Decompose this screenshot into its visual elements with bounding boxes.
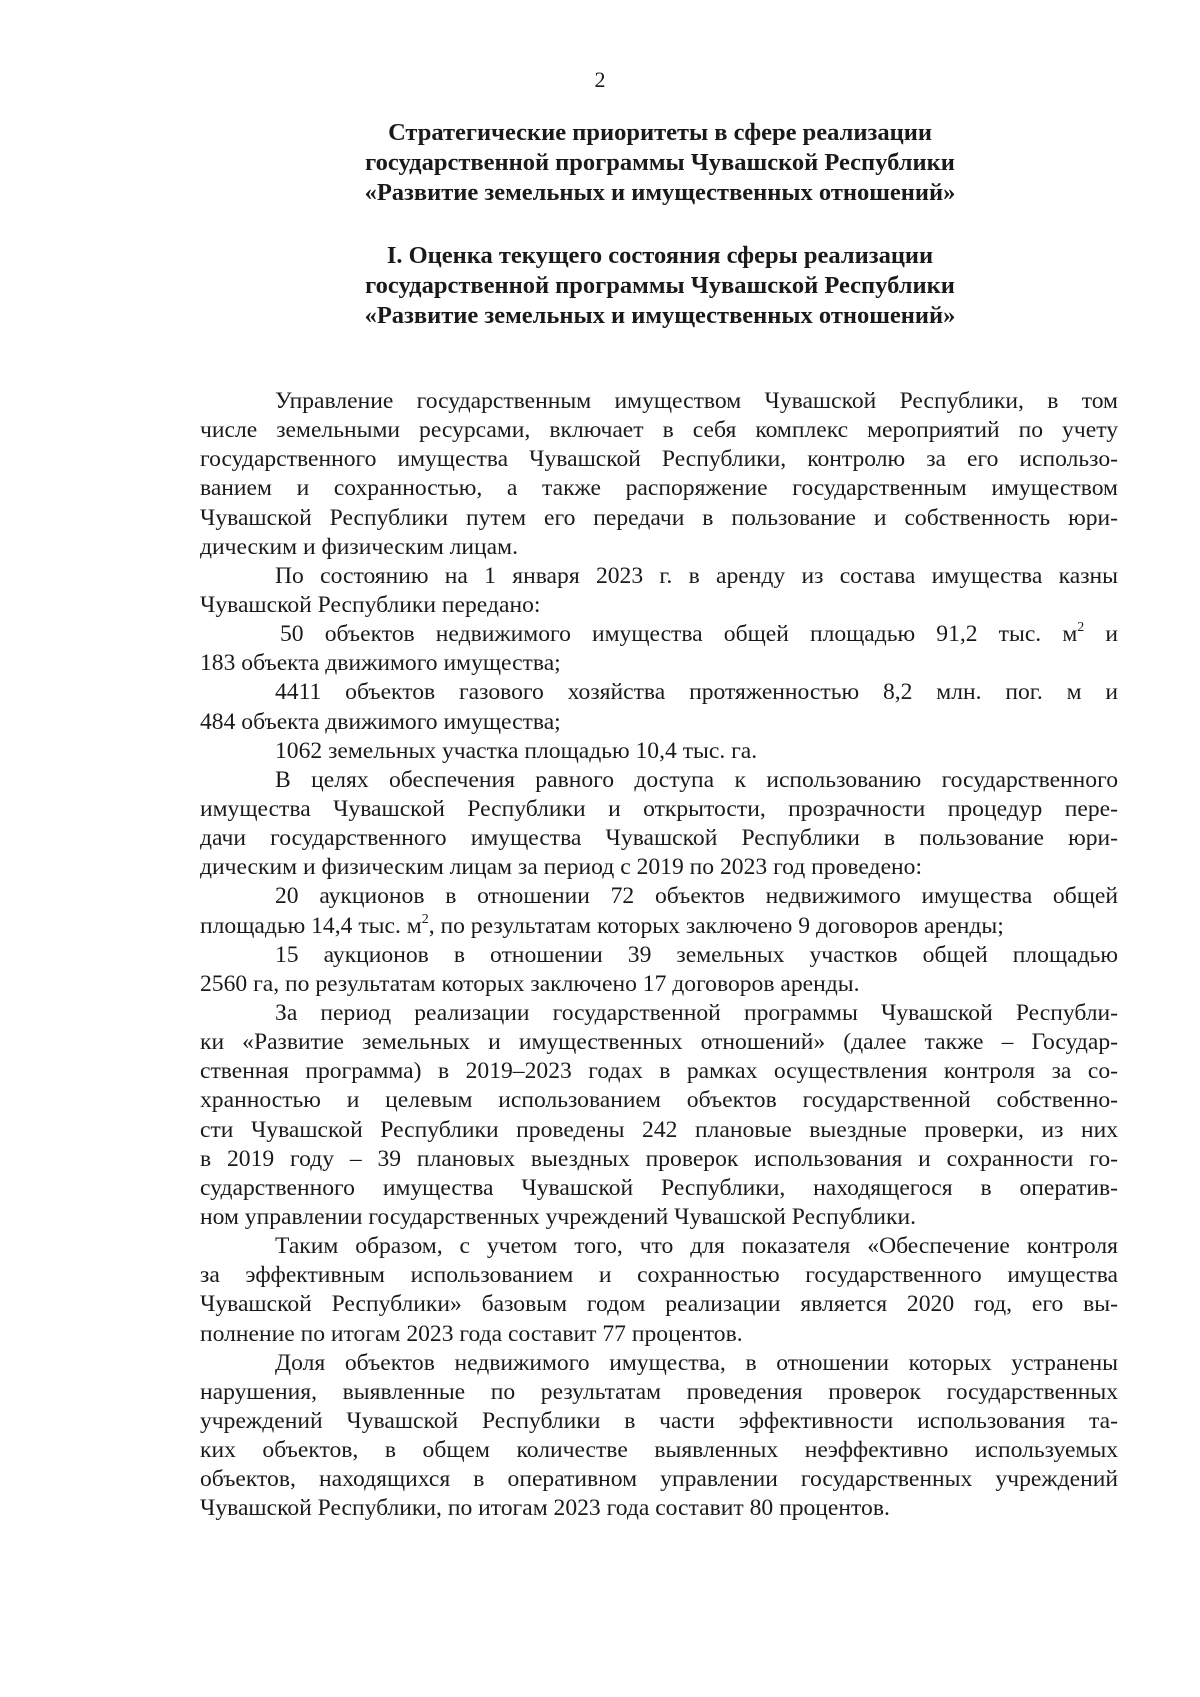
text-line <box>200 620 1118 649</box>
text-line: числе земельными ресурсами, включает в себя комплекс мероприятий по учету <box>200 417 1118 444</box>
paragraph <box>200 737 1118 766</box>
superscript: 2 <box>1077 620 1085 636</box>
text-line: В целях обеспечения равного доступа к использованию государственного <box>275 766 1118 793</box>
body-text <box>200 387 1118 1523</box>
text-line: 183 объекта движимого имущества; <box>200 650 561 677</box>
text-line <box>200 912 1118 941</box>
text-line: имущества Чувашской Республики и открытости, прозрачности процедур пере- <box>200 795 1118 822</box>
text-line: Чувашской Республики путем его передачи в пользование и собственность юри- <box>200 504 1118 531</box>
document-title <box>200 118 1120 208</box>
section-heading-line: I. Оценка текущего состояния сферы реализации <box>386 242 934 269</box>
text-line: Таким образом, с учетом того, что для показателя «Обеспечение контроля <box>275 1233 1118 1260</box>
paragraph <box>200 882 1118 940</box>
title-line: Стратегические приоритеты в сфере реализации <box>388 119 932 146</box>
text-line: ких объектов, в общем количестве выявленных неэффективно используемых <box>200 1437 1118 1464</box>
text-line: 484 объекта движимого имущества; <box>200 708 561 735</box>
text-line: 1062 земельных участка площадью 10,4 тыс. га. <box>275 737 758 764</box>
text-line: сударственного имущества Чувашской Республики, находящегося в оператив- <box>200 1174 1118 1201</box>
text-line: нарушения, выявленные по результатам проведения проверок государственных <box>200 1378 1118 1405</box>
title-line: государственной программы Чувашской Республики <box>365 149 955 176</box>
section-heading <box>200 241 1120 331</box>
paragraph <box>200 941 1118 999</box>
text-line: 2560 га, по результатам которых заключено 17 договоров аренды. <box>200 970 860 997</box>
text-line: ванием и сохранностью, а также распоряжение государственным имуществом <box>200 475 1118 502</box>
page-number: 2 <box>594 67 606 92</box>
text-line: ки «Развитие земельных и имущественных отношений» (далее также – Государ- <box>200 1029 1118 1056</box>
paragraph <box>200 678 1118 736</box>
text-line: 20 аукционов в отношении 72 объектов недвижимого имущества общей <box>275 883 1118 910</box>
text-line: дическим и физическим лицам. <box>200 533 518 560</box>
superscript: 2 <box>421 911 429 927</box>
text-fragment: и <box>1084 621 1118 648</box>
text-fragment: , по результатам которых заключено 9 договоров аренды; <box>428 912 1004 939</box>
text-fragment: 50 объектов недвижимого имущества общей площадью 91,2 тыс. м <box>280 621 1078 648</box>
title-line: «Развитие земельных и имущественных отношений» <box>364 179 956 206</box>
text-line: Доля объектов недвижимого имущества, в отношении которых устранены <box>275 1349 1118 1376</box>
paragraph <box>200 1349 1118 1524</box>
section-heading-line: «Развитие земельных и имущественных отношений» <box>364 302 956 329</box>
text-line: 4411 объектов газового хозяйства протяженностью 8,2 млн. пог. м и <box>275 679 1118 706</box>
text-line: учреждений Чувашской Республики в части эффективности использования та- <box>200 1407 1118 1434</box>
text-line: государственного имущества Чувашской Республики, контролю за его использо- <box>200 446 1118 473</box>
text-line: дачи государственного имущества Чувашской Республики в пользование юри- <box>200 825 1118 852</box>
text-line: ном управлении государственных учреждений Чувашской Республики. <box>200 1203 917 1230</box>
text-line: дическим и физическим лицам за период с 2019 по 2023 год проведено: <box>200 854 923 881</box>
text-line: объектов, находящихся в оперативном управлении государственных учреждений <box>200 1466 1118 1493</box>
paragraph <box>200 387 1118 562</box>
text-line: полнение по итогам 2023 года составит 77 процентов. <box>200 1320 743 1347</box>
text-line: Чувашской Республики передано: <box>200 591 541 618</box>
text-line: 15 аукционов в отношении 39 земельных участков общей площадью <box>275 941 1118 968</box>
text-line: сти Чувашской Республики проведены 242 плановые выездные проверки, из них <box>200 1116 1118 1143</box>
text-line: По состоянию на 1 января 2023 г. в аренду из состава имущества казны <box>275 562 1118 589</box>
text-line: ственная программа) в 2019–2023 годах в рамках осуществления контроля за со- <box>200 1058 1118 1085</box>
paragraph <box>200 562 1118 620</box>
text-line: Чувашской Республики» базовым годом реализации является 2020 год, его вы- <box>200 1291 1118 1318</box>
text-line: хранностью и целевым использованием объектов государственной собственно- <box>200 1087 1118 1114</box>
paragraph <box>200 620 1118 678</box>
paragraph <box>200 766 1118 883</box>
text-line: в 2019 году – 39 плановых выездных проверок использования и сохранности го- <box>200 1145 1118 1172</box>
text-line: Управление государственным имуществом Чувашской Республики, в том <box>275 388 1118 414</box>
text-line: за эффективным использованием и сохранностью государственного имущества <box>200 1262 1118 1289</box>
text-line: Чувашской Республики, по итогам 2023 года составит 80 процентов. <box>200 1495 890 1522</box>
text-fragment: площадью 14,4 тыс. м <box>200 912 422 939</box>
text-line: За период реализации государственной программы Чувашской Республи- <box>275 999 1118 1026</box>
section-heading-line: государственной программы Чувашской Республики <box>365 272 955 299</box>
paragraph <box>200 999 1118 1232</box>
paragraph <box>200 1232 1118 1349</box>
